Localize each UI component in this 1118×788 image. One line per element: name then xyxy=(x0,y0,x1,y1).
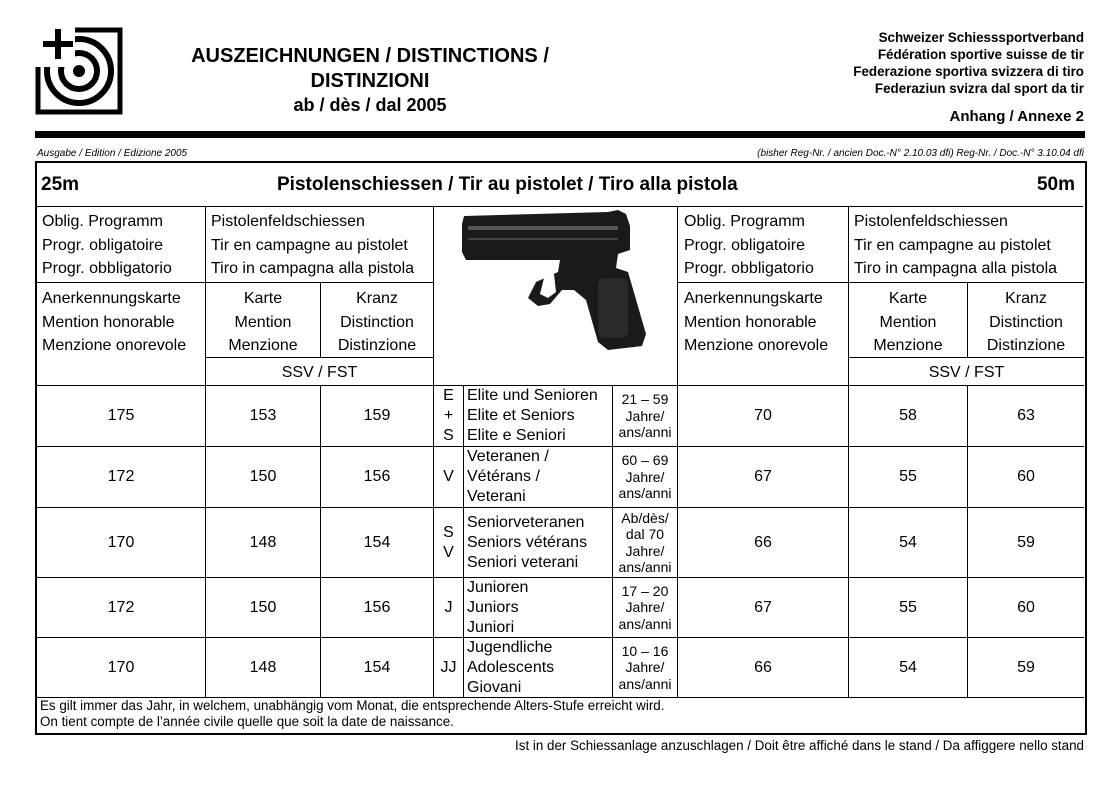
grid-vline xyxy=(433,207,434,697)
anerk-25m-value: 175 xyxy=(107,407,135,424)
anerk-de: Anerkennungskarte xyxy=(42,290,181,307)
age-range: 17 – 20 Jahre/ ans/anni xyxy=(618,582,672,632)
org-rm: Federaziun svizra dal sport da tir xyxy=(874,81,1084,96)
page-title xyxy=(150,44,590,116)
category-name: Veteranen / Vétérans / Veterani xyxy=(467,448,549,505)
grid-hline xyxy=(37,507,1084,508)
kranz-50m-value: 59 xyxy=(1017,533,1035,551)
anerk-50m-value: 70 xyxy=(754,407,772,424)
pistol-image xyxy=(458,208,654,356)
org-fr: Fédération sportive suisse de tir xyxy=(877,47,1084,62)
program-it-r: Tiro in campagna alla pistola xyxy=(854,260,1058,277)
kranz-25m-value: 156 xyxy=(363,468,391,485)
anerk-it: Menzione onorevole xyxy=(42,337,187,354)
oblig-fr-r: Progr. obligatoire xyxy=(684,236,805,254)
age-note xyxy=(40,698,664,730)
title-line2: DISTINZIONI xyxy=(310,70,430,92)
grid-hline xyxy=(677,282,1084,283)
oblig-it: Progr. obbligatorio xyxy=(42,260,172,277)
oblig-de: Oblig. Programm xyxy=(42,213,163,230)
org-de: Schweizer Schiesssportverband xyxy=(878,30,1084,45)
anerk-25m-value: 170 xyxy=(107,658,135,676)
kranz-25m-value: 154 xyxy=(363,658,391,676)
karte-it-r: Menzione xyxy=(873,337,943,354)
title-line1: AUSZEICHNUNGEN / DISTINCTIONS / xyxy=(191,45,549,67)
karte-50m-value: 54 xyxy=(899,533,917,551)
age-range: 60 – 69 Jahre/ ans/anni xyxy=(618,452,672,502)
anerk-50m-value: 67 xyxy=(754,468,772,485)
karte-25m-value: 148 xyxy=(249,658,277,676)
category-name: Junioren Juniors Juniori xyxy=(467,578,529,636)
karte-it: Menzione xyxy=(228,337,298,354)
discipline-title: Pistolenschiessen / Tir au pistolet / Tiro alla pistola xyxy=(277,174,738,195)
karte-25m-value: 150 xyxy=(249,598,277,616)
oblig-it-r: Progr. obbligatorio xyxy=(684,260,814,277)
anerk-fr: Mention honorable xyxy=(42,313,175,331)
category-abbr: J xyxy=(444,598,453,616)
ssv-left: SSV / FST xyxy=(281,364,358,381)
karte-50m-value: 54 xyxy=(899,658,917,676)
kranz-fr-r: Distinction xyxy=(989,313,1063,331)
category-abbr: E + S xyxy=(443,387,454,444)
annex-label: Anhang / Annexe 2 xyxy=(949,108,1084,125)
karte-left xyxy=(206,287,320,358)
category-name: Elite und Senioren Elite et Seniors Elite e Seniori xyxy=(467,387,598,444)
distance-50m: 50m xyxy=(1036,174,1075,195)
karte-fr-r: Mention xyxy=(879,313,937,331)
anerk-50m-value: 66 xyxy=(754,658,772,676)
kranz-50m-value: 59 xyxy=(1017,658,1035,676)
karte-50m-value: 55 xyxy=(899,598,917,616)
kranz-de-r: Kranz xyxy=(1005,290,1047,307)
kranz-it-r: Distinzione xyxy=(986,337,1066,354)
organization-names xyxy=(853,29,1084,97)
karte-25m-value: 153 xyxy=(249,407,277,424)
grid-vline xyxy=(677,207,678,697)
karte-fr: Mention xyxy=(234,313,292,331)
karte-50m-value: 55 xyxy=(899,468,917,485)
anerk-left xyxy=(42,287,186,358)
kranz-50m-value: 60 xyxy=(1017,468,1035,485)
program-right xyxy=(854,210,1057,281)
kranz-left xyxy=(321,287,433,358)
kranz-25m-value: 156 xyxy=(363,598,391,616)
program-fr: Tir en campagne au pistolet xyxy=(211,236,408,254)
category-abbr: V xyxy=(443,468,454,485)
ssv-right: SSV / FST xyxy=(928,364,1005,381)
table-heading xyxy=(37,163,1083,207)
oblig-program-left xyxy=(42,210,172,281)
reg-number: (bisher Reg-Nr. / ancien Doc.-N° 2.10.03 dfi) Reg-Nr. / Doc.-N° 3.10.04 dfi xyxy=(757,148,1084,159)
age-range: 10 – 16 Jahre/ ans/anni xyxy=(618,642,672,692)
kranz-it: Distinzione xyxy=(337,337,417,354)
kranz-de: Kranz xyxy=(356,290,398,307)
anerk-right xyxy=(684,287,828,358)
kranz-right xyxy=(968,287,1084,358)
anerk-50m-value: 66 xyxy=(754,533,772,551)
note-de: Es gilt immer das Jahr, in welchem, unabhängig vom Monat, die entsprechende Alters-Stufe erreicht wird. xyxy=(40,698,665,713)
oblig-program-right xyxy=(684,210,814,281)
category-name: Seniorveteranen Seniors vétérans Seniori veterani xyxy=(467,513,588,571)
karte-25m-value: 150 xyxy=(249,468,277,485)
category-abbr: JJ xyxy=(440,658,457,676)
karte-25m-value: 148 xyxy=(249,533,277,551)
grid-hline xyxy=(37,282,433,283)
karte-right xyxy=(849,287,967,358)
edition-label: Ausgabe / Edition / Edizione 2005 xyxy=(37,148,188,159)
karte-de: Karte xyxy=(243,290,283,307)
category-abbr: S V xyxy=(443,523,454,561)
grid-vline xyxy=(848,207,849,697)
age-range: Ab/dès/ dal 70 Jahre/ ans/anni xyxy=(618,509,672,575)
note-fr: On tient compte de l’année civile quelle que soit la date de naissance. xyxy=(40,714,454,729)
kranz-50m-value: 63 xyxy=(1017,407,1035,424)
oblig-fr: Progr. obligatoire xyxy=(42,236,163,254)
ssv-logo xyxy=(35,27,123,115)
grid-vline xyxy=(463,385,464,697)
kranz-fr: Distinction xyxy=(340,313,414,331)
anerk-fr-r: Mention honorable xyxy=(684,313,817,331)
program-left xyxy=(211,210,414,281)
kranz-25m-value: 159 xyxy=(363,407,391,424)
grid-vline xyxy=(205,207,206,697)
title-line3: ab / dès / dal 2005 xyxy=(293,95,447,115)
kranz-50m-value: 60 xyxy=(1017,598,1035,616)
kranz-25m-value: 154 xyxy=(363,533,391,551)
age-range: 21 – 59 Jahre/ ans/anni xyxy=(618,391,672,441)
distance-25m: 25m xyxy=(41,174,80,195)
program-fr-r: Tir en campagne au pistolet xyxy=(854,236,1051,254)
footer-note: Ist in der Schiessanlage anzuschlagen / Doit être affiché dans le stand / Da affiggere nello stand xyxy=(515,738,1084,753)
anerk-50m-value: 67 xyxy=(754,598,772,616)
anerk-it-r: Menzione onorevole xyxy=(684,337,829,354)
karte-de-r: Karte xyxy=(888,290,928,307)
anerk-25m-value: 172 xyxy=(107,468,135,485)
header-rule xyxy=(35,131,1085,138)
karte-50m-value: 58 xyxy=(899,407,917,424)
anerk-25m-value: 172 xyxy=(107,598,135,616)
category-name: Jugendliche Adolescents Giovani xyxy=(467,638,555,696)
program-de-r: Pistolenfeldschiessen xyxy=(854,213,1008,230)
program-it: Tiro in campagna alla pistola xyxy=(211,260,415,277)
org-it: Federazione sportiva svizzera di tiro xyxy=(853,64,1084,79)
program-de: Pistolenfeldschiessen xyxy=(211,213,365,230)
oblig-de-r: Oblig. Programm xyxy=(684,213,805,230)
anerk-de-r: Anerkennungskarte xyxy=(684,290,823,307)
anerk-25m-value: 170 xyxy=(107,533,135,551)
